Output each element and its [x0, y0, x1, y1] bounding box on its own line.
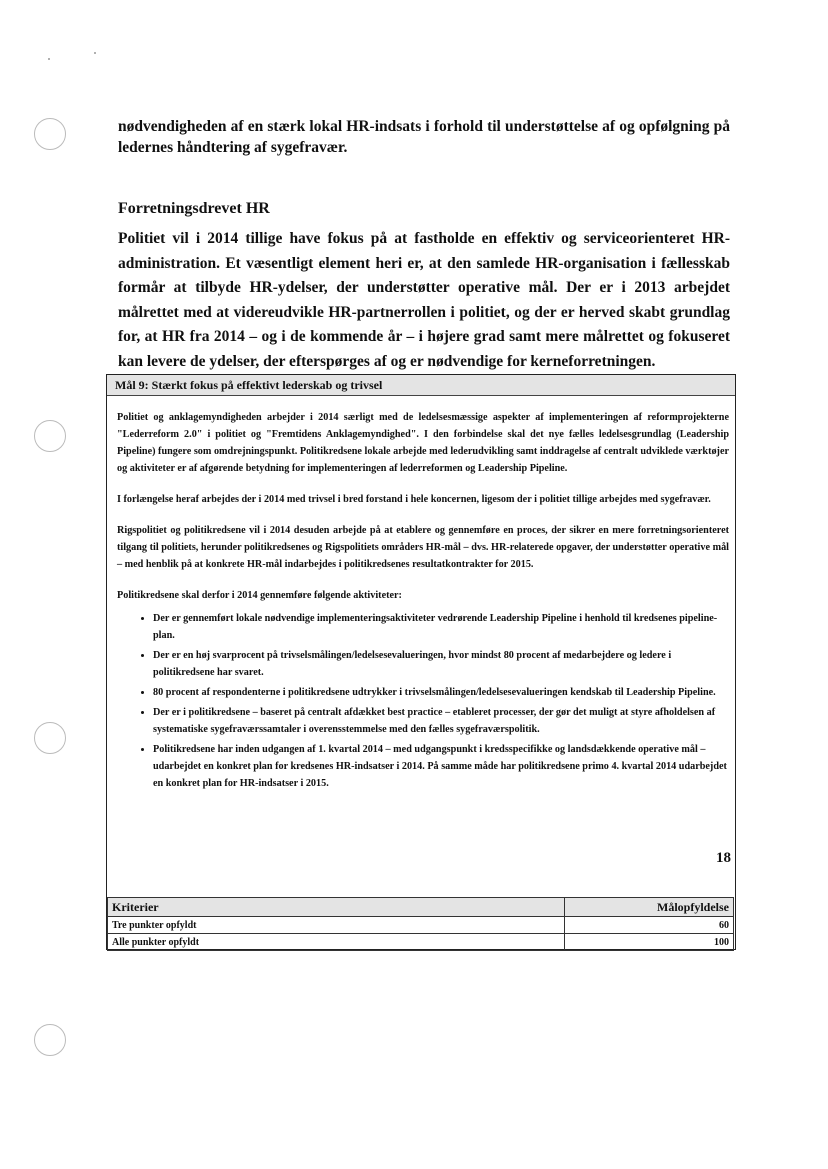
list-item: • Der er i politikredsene – baseret på centralt afdækket best practice – etableret processer, der gør det muligt at styre afholdelsen af systematiske sygefraværssamtaler i overensstemmelse med den fælles sygefraværspolitik.	[153, 704, 729, 738]
binder-hole-2	[34, 420, 66, 452]
goal-box-body	[117, 409, 729, 795]
goal-box-title: Mål 9: Stærkt fokus på effektivt lederskab og trivsel	[107, 375, 735, 396]
fulfilment-header: Målopfyldelse	[565, 898, 734, 917]
goal-box	[106, 374, 736, 950]
list-item: • Der er gennemført lokale nødvendige implementeringsaktiviteter vedrørende Leadership Pipeline i henhold til kredsenes pipeline-plan.	[153, 610, 729, 644]
goal-paragraph: Rigspolitiet og politikredsene vil i 2014 desuden arbejde på at etablere og gennemføre en proces, der sikrer en mere forretningsorienteret tilgang til politiets, herunder politikredsenes og Rigspolitiets områders HR-mål – dvs. HR-relaterede opgaver, der understøtter operative mål – med henblik på at konkrete HR-mål indarbejdes i politikredsenes resultatkontrakter for 2015.	[117, 525, 729, 570]
table-row	[108, 934, 734, 951]
scan-speck	[94, 52, 96, 54]
goal-paragraph: Politikredsene skal derfor i 2014 gennemføre følgende aktiviteter:	[117, 590, 402, 601]
criteria-table	[107, 897, 734, 951]
criteria-header: Kriterier	[108, 898, 565, 917]
section-heading: Forretningsdrevet HR	[118, 200, 270, 217]
binder-hole-3	[34, 722, 66, 754]
binder-hole-4	[34, 1024, 66, 1056]
table-row	[108, 917, 734, 934]
scan-speck	[48, 58, 50, 60]
page-number: 18	[716, 850, 731, 866]
binder-hole-1	[34, 118, 66, 150]
criterion-cell: Alle punkter opfyldt	[108, 934, 565, 951]
list-item: • Politikredsene har inden udgangen af 1. kvartal 2014 – med udgangspunkt i kredsspecifikke og landsdækkende operative mål – udarbejdet en konkret plan for kredsenes HR-indsatser i 2014. På samme måde har politikredsene primo 4. kvartal 2014 udarbejdet en konkret plan for HR-indsatser i 2015.	[153, 741, 729, 792]
value-cell: 100	[565, 934, 734, 951]
list-item: • 80 procent af respondenterne i politikredsene udtrykker i trivselsmålingen/ledelsesevalueringen kendskab til Leadership Pipeline.	[153, 684, 729, 701]
criterion-cell: Tre punkter opfyldt	[108, 917, 565, 934]
activity-list	[117, 610, 729, 792]
goal-paragraph: I forlængelse heraf arbejdes der i 2014 med trivsel i bred forstand i hele koncernen, ligesom der i politiet tillige arbejdes med sygefravær.	[117, 494, 711, 505]
list-item: • Der er en høj svarprocent på trivselsmålingen/ledelsesevalueringen, hvor mindst 80 procent af medarbejdere og ledere i politikredsene har svaret.	[153, 647, 729, 681]
section-paragraph: Politiet vil i 2014 tillige have fokus på at fastholde en effektiv og serviceorienteret HR-administration. Et væsentligt element heri er, at den samlede HR-organisation i fællesskab formår at tilbyde HR-ydelser, der understøtter operative mål. Der er i 2013 arbejdet målrettet med at videreudvikle HR-partnerrollen i politiet, og der er herved skabt grundlag for, at HR fra 2014 – og i de kommende år – i højere grad samt mere målrettet og fokuseret kan levere de ydelser, der efterspørges af og er nødvendige for kerneforretningen.	[118, 230, 730, 370]
intro-paragraph: nødvendigheden af en stærk lokal HR-indsats i forhold til understøttelse af og opfølgning på ledernes håndtering af sygefravær.	[118, 118, 730, 156]
table-header-row	[108, 898, 734, 917]
goal-paragraph: Politiet og anklagemyndigheden arbejder i 2014 særligt med de ledelsesmæssige aspekter af implementeringen af reformprojekterne "Lederreform 2.0" i politiet og "Fremtidens Anklagemyndighed". I den forbindelse skal det nye fælles ledelsesgrundlag (Leadership Pipeline) fungere som omdrejningspunkt. Politikredsene lokale arbejde med lederudvikling samt inddragelse af centralt udviklede værktøjer og aktiviteter er af afgørende betydning for implementeringen af lederreformen og Leadership Pipeline.	[117, 412, 729, 474]
value-cell: 60	[565, 917, 734, 934]
